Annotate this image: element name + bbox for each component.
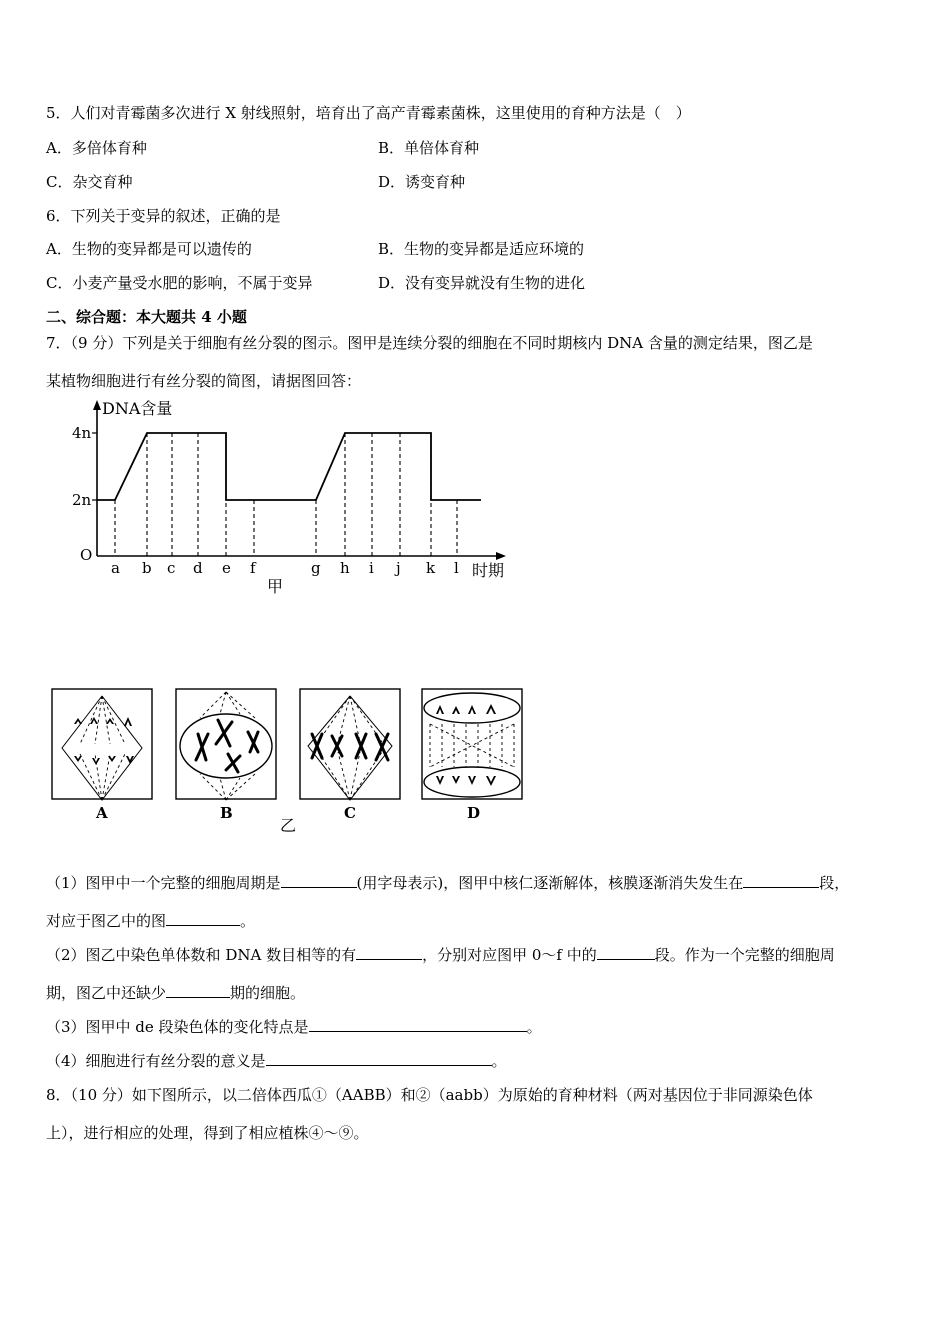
y-tick-4n: 4n [72, 424, 92, 442]
q7-sub3-prefix: （3）图甲中 de 段染色体的变化特点是 [46, 1018, 309, 1036]
q5-option-c: C．杂交育种 [46, 173, 133, 191]
x-tick-j: j [396, 559, 401, 577]
q7-sub4-prefix: （4）细胞进行有丝分裂的意义是 [46, 1052, 266, 1070]
q7-sub3 [46, 1016, 542, 1037]
q7-stem-line2: 某植物细胞进行有丝分裂的简图，请据图回答： [46, 372, 362, 390]
origin-label: O [80, 546, 93, 564]
cell-a-diagram [52, 689, 152, 800]
x-tick-g: g [311, 559, 321, 577]
answer-blank-4[interactable] [356, 945, 422, 960]
q7-sub1-cont: 对应于图乙中的图 [46, 912, 167, 930]
x-tick-a: a [111, 559, 120, 577]
q7-sub4 [46, 1050, 507, 1071]
x-tick-k: k [426, 559, 436, 577]
y-tick-2n: 2n [72, 491, 92, 509]
cell-d-diagram [422, 689, 522, 799]
answer-blank-5[interactable] [597, 945, 655, 960]
q7-sub1-line2 [46, 910, 255, 931]
x-tick-f: f [250, 559, 256, 577]
x-tick-i: i [369, 559, 374, 577]
q7-sub1-end: 。 [240, 912, 256, 930]
mitosis-cells-figure [50, 684, 530, 838]
period-dashed-lines [115, 433, 457, 556]
answer-blank-1[interactable] [281, 873, 357, 888]
q6-option-c: C．小麦产量受水肥的影响，不属于变异 [46, 274, 313, 292]
q7-sub1-line1 [46, 872, 849, 893]
chart-caption: 甲 [267, 577, 284, 596]
q6-option-a: A．生物的变异都是可以遗传的 [46, 240, 252, 258]
y-axis-arrow [93, 400, 101, 410]
dna-content-chart [60, 392, 530, 604]
q5-stem: 5．人们对青霉菌多次进行 X 射线照射，培育出了高产青霉素菌株，这里使用的育种方法是（ ） [46, 104, 691, 122]
q6-option-d: D．没有变异就没有生物的进化 [378, 274, 586, 292]
y-axis-label: DNA含量 [102, 399, 173, 418]
q7-sub2-cont: 期，图乙中还缺少 [46, 984, 167, 1002]
q7-sub2-end: 期的细胞。 [230, 984, 306, 1002]
x-axis-arrow [496, 552, 506, 560]
q7-sub2-prefix: （2）图乙中染色单体数和 DNA 数目相等的有 [46, 946, 357, 964]
q7-sub2-line1 [46, 944, 835, 965]
cell-c-label: C [344, 804, 356, 822]
q7-sub1-prefix: （1）图甲中一个完整的细胞周期是 [46, 874, 281, 892]
q8-line1: 8．（10 分）如下图所示，以二倍体西瓜①（AABB）和②（aabb）为原始的育种材料（两对基因位于非同源染色体 [46, 1086, 813, 1104]
q5-option-a: A．多倍体育种 [46, 139, 147, 157]
cell-d-label: D [467, 804, 481, 822]
x-tick-e: e [222, 559, 231, 577]
q7-sub2-line2 [46, 982, 305, 1003]
q7-sub3-end: 。 [526, 1018, 542, 1036]
q6-stem: 6．下列关于变异的叙述，正确的是 [46, 207, 281, 225]
q7-sub1-suffix: 段， [819, 874, 850, 892]
q6-option-b: B．生物的变异都是适应环境的 [378, 240, 585, 258]
cell-b-diagram [176, 689, 276, 800]
x-tick-c: c [167, 559, 176, 577]
q7-sub2-middle: ，分别对应图甲 0～f 中的 [422, 946, 597, 964]
cell-b-label: B [220, 804, 233, 822]
x-tick-h: h [340, 559, 350, 577]
answer-blank-8[interactable] [266, 1051, 492, 1066]
dna-curve [97, 433, 481, 500]
cell-c-diagram [300, 689, 400, 800]
answer-blank-3[interactable] [166, 911, 240, 926]
section-heading: 二、综合题：本大题共 4 小题 [46, 308, 247, 326]
q7-sub4-end: 。 [491, 1052, 507, 1070]
q7-sub1-middle: (用字母表示)，图甲中核仁逐渐解体，核膜逐渐消失发生在 [356, 874, 744, 892]
q5-option-b: B．单倍体育种 [378, 139, 480, 157]
x-tick-l: l [454, 559, 459, 577]
x-tick-b: b [142, 559, 152, 577]
answer-blank-7[interactable] [309, 1017, 527, 1032]
q7-stem-line1: 7．（9 分）下列是关于细胞有丝分裂的图示。图甲是连续分裂的细胞在不同时期核内 DNA 含量的测定结果，图乙是 [46, 334, 813, 352]
x-tick-d: d [193, 559, 203, 577]
q5-option-d: D．诱变育种 [378, 173, 466, 191]
q7-sub2-suffix: 段。作为一个完整的细胞周 [654, 946, 835, 964]
cell-a-label: A [96, 804, 108, 822]
x-axis-label: 时期 [472, 561, 505, 580]
answer-blank-2[interactable] [743, 873, 819, 888]
cells-caption: 乙 [280, 816, 297, 835]
answer-blank-6[interactable] [166, 983, 230, 998]
q8-line2: 上），进行相应的处理，得到了相应植株④～⑨。 [46, 1124, 369, 1142]
